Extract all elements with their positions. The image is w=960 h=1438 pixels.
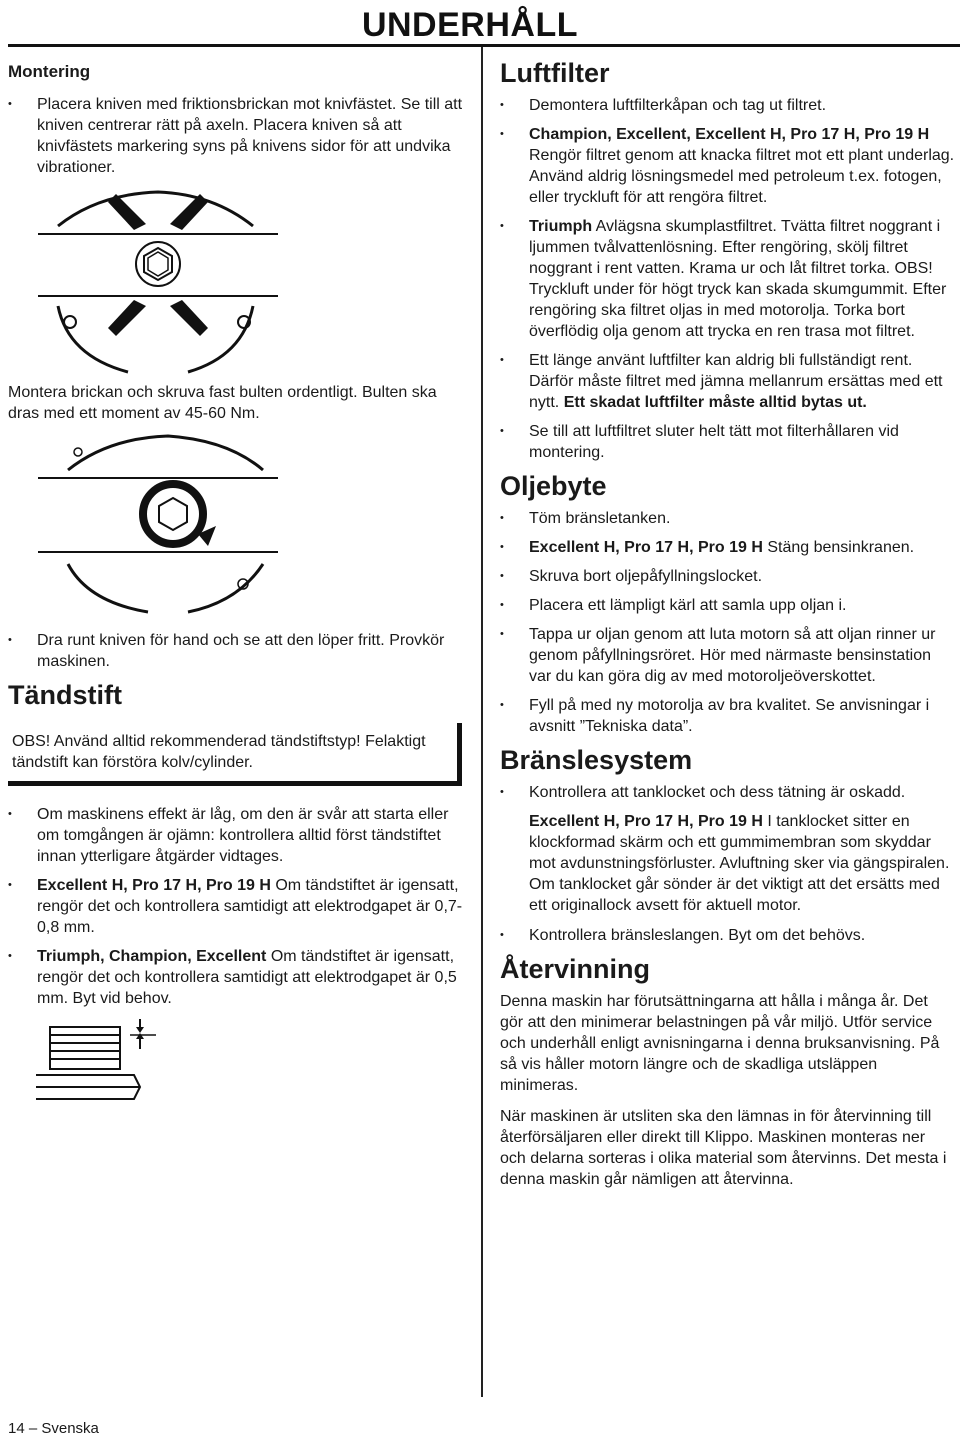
list-item: • Skruva bort oljepåfyllningslocket. — [500, 566, 955, 587]
list-item: • Dra runt kniven för hand och se att den löper fritt. Provkör maskinen. — [8, 630, 466, 672]
header-rule — [8, 44, 960, 47]
washer-instruction: Montera brickan och skruva fast bulten ordentligt. Bulten ska dras med ett moment av 45-60 Nm. — [8, 384, 437, 422]
blade-washer-illustration — [38, 186, 278, 376]
list-item: • Champion, Excellent, Excellent H, Pro 17 H, Pro 19 H Rengör filtret genom att knacka filtret mot ett plant underlag. Använd aldrig lösningsmedel med petroleum t.ex. fotogen, eller tryckluft för att rengöra filtret. — [500, 124, 955, 208]
list-item: • Kontrollera bränsleslangen. Byt om det behövs. — [500, 925, 955, 946]
branslesystem-heading: Bränslesystem — [500, 745, 693, 775]
column-divider — [481, 47, 483, 1397]
warning-box — [8, 723, 466, 786]
list-item: • Triumph Avlägsna skumplastfiltret. Tvätta filtret noggrant i ljummen tvålvattenlösning. Efter rengöring, skölj filtret noggrant i rent vatten. Krama ur och låt filtret torka. OBS! Tryckluft under för högt tryck kan skada skumgummit. Efter rengöring ska filtret oljas in med motorolja. Torka bort överflödig olja genom att trycka en ren trasa mot filtret. — [500, 216, 955, 342]
list-item: • Ett länge använt luftfilter kan aldrig bli fullständigt rent. Därför måste filtret med jämna mellanrum ersättas med ett nytt. Ett skadat luftfilter måste alltid bytas ut. — [500, 350, 955, 413]
oljebyte-list — [500, 508, 955, 737]
page-footer: 14 – Svenska — [8, 1420, 99, 1437]
bolt-torque-illustration — [38, 434, 278, 614]
tandstift-heading: Tändstift — [8, 680, 122, 710]
page-section-title: UNDERHÅLL — [361, 6, 578, 44]
check-blade-list — [8, 630, 466, 672]
montering-heading: Montering — [8, 62, 91, 81]
list-item: • Triumph, Champion, Excellent Om tändstiftet är igensatt, rengör det och kontrollera samtidigt att elektrodgapet är 0,5 mm. Byt vid behov. — [8, 946, 466, 1009]
warning-text: OBS! Använd alltid rekommenderad tändstiftstyp! Felaktigt tändstift kan förstöra kolv/cylinder. — [12, 733, 426, 771]
oljebyte-heading: Oljebyte — [500, 471, 607, 501]
left-column — [8, 58, 466, 1123]
atervinning-paragraph-2: När maskinen är utsliten ska den lämnas in för återvinning till återförsäljaren eller direkt till Klippo. Maskinen monteras ner och delarna sorteras i olika material som återvinns. Det mesta i denna maskin går nämligen att återvinna. — [500, 1108, 947, 1188]
list-item: • Se till att luftfiltret sluter helt tätt mot filterhållaren vid montering. — [500, 421, 955, 463]
spark-plug-illustration — [30, 1017, 160, 1117]
luftfilter-heading: Luftfilter — [500, 58, 610, 88]
list-item: • Excellent H, Pro 17 H, Pro 19 H Om tändstiftet är igensatt, rengör det och kontrollera samtidigt att elektrodgapet är 0,7-0,8 mm. — [8, 875, 466, 938]
branslesystem-list — [500, 782, 955, 803]
atervinning-heading: Återvinning — [500, 954, 651, 984]
list-item: • Placera kniven med friktionsbrickan mot knivfästet. Se till att kniven centrerar rätt på axeln. Placera kniven så att knivfästets markering syns på knivens sidor för att undvika vibrationer. — [8, 94, 466, 178]
list-item: • Tappa ur oljan genom att luta motorn så att oljan rinner ur genom påfyllningsröret. Hör med närmaste bensinstation var du kan göra dig av med motoroljeöverskottet. — [500, 624, 955, 687]
bransleslang-list — [500, 925, 955, 946]
right-column — [500, 58, 955, 1200]
list-item: • Töm bränsletanken. — [500, 508, 955, 529]
list-item: • Placera ett lämpligt kärl att samla upp oljan i. — [500, 595, 955, 616]
list-item: • Demontera luftfilterkåpan och tag ut filtret. — [500, 95, 955, 116]
luftfilter-list — [500, 95, 955, 463]
atervinning-paragraph-1: Denna maskin har förutsättningarna att hålla i många år. Det gör att den minimerar belastningen på vår miljö. Utför service och underhåll enligt avnisningarna i denna bruksanvisning. På så vis håller motorn längre och de skadliga utsläppen minimeras. — [500, 993, 940, 1094]
list-item: • Excellent H, Pro 17 H, Pro 19 H Stäng bensinkranen. — [500, 537, 955, 558]
list-item: • Om maskinens effekt är låg, om den är svår att starta eller om tomgången är ojämn: kontrollera alltid först tändstiftet innan ytterligare åtgärder vidtages. — [8, 804, 466, 867]
tanklock-paragraph: Excellent H, Pro 17 H, Pro 19 H I tanklocket sitter en klockformad skärm och ett gummimembran som skyddar mot avdunstningsförluster. Avluftning sker via gängspiralen. Om tanklocket går sönder är det viktigt att det ersätts med ett originallock avsett för aktuell motor. — [529, 813, 950, 914]
list-item: • Kontrollera att tanklocket och dess tätning är oskadd. — [500, 782, 955, 803]
list-item: • Fyll på med ny motorolja av bra kvalitet. Se anvisningar i avsnitt ”Tekniska data”. — [500, 695, 955, 737]
montering-list — [8, 94, 466, 178]
tandstift-list — [8, 804, 466, 1009]
